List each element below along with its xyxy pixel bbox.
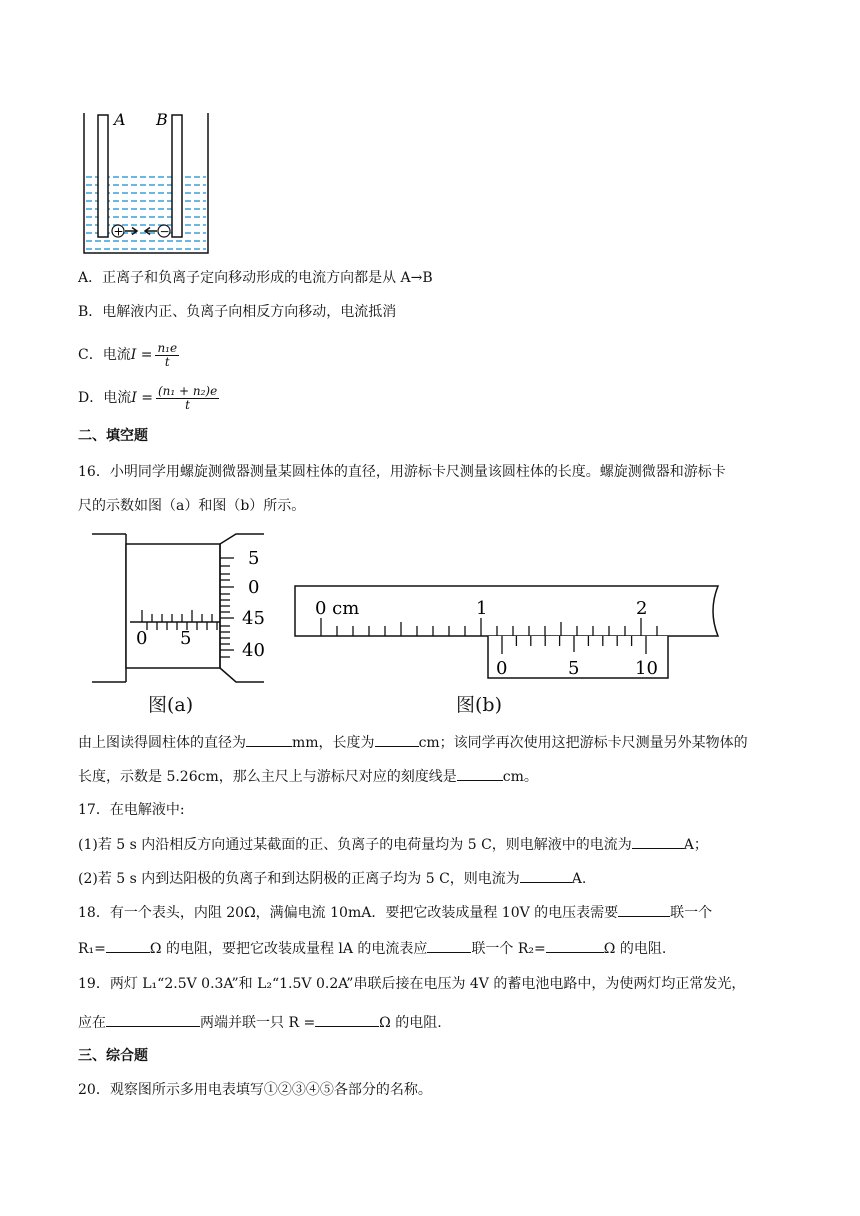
label-a: A xyxy=(114,110,126,129)
thimble-label-40: 40 xyxy=(242,640,265,661)
label-b: B xyxy=(156,110,168,129)
q18-line1: 18．有一个表头，内阻 20Ω，满偏电流 10mA．要把它改装成量程 10V 的电压表需要 联一个 xyxy=(78,902,712,923)
blank-q18-r2[interactable] xyxy=(546,938,604,953)
option-a: A．正离子和负离子定向移动形成的电流方向都是从 A→B xyxy=(78,270,433,286)
blank-q19-resistance[interactable] xyxy=(315,1012,379,1027)
vernier-label-10: 10 xyxy=(635,658,658,679)
option-b: B．电解液内正、负离子向相反方向移动，电流抵消 xyxy=(78,304,397,320)
q17-part2: (2)若 5 s 内到达阳极的负离子和到达阴极的正离子均为 5 C，则电流为 A. xyxy=(78,868,586,889)
q16-line2: 尺的示数如图（a）和图（b）所示。 xyxy=(78,498,306,514)
blank-q18-connection-1[interactable] xyxy=(618,902,670,917)
electrode-a xyxy=(98,115,108,237)
electrolysis-figure xyxy=(78,105,218,257)
blank-main-scale-line[interactable] xyxy=(457,766,503,781)
blank-diameter[interactable] xyxy=(246,732,292,747)
blank-length[interactable] xyxy=(375,732,419,747)
q18-line2: R₁= Ω 的电阻，要把它改装成量程 lA 的电流表应 联一个 R₂= Ω 的电阻. xyxy=(78,938,666,959)
sleeve-label-0: 0 xyxy=(136,628,148,649)
main-label-0: 0 cm xyxy=(315,598,360,619)
q17-title: 17．在电解液中: xyxy=(78,802,185,818)
blank-q18-r1[interactable] xyxy=(106,938,150,953)
q16-line1: 16．小明同学用螺旋测微器测量某圆柱体的直径，用游标卡尺测量该圆柱体的长度。螺旋测微器和游标卡 xyxy=(78,464,726,480)
main-label-1: 1 xyxy=(476,598,488,619)
q20-text: 20．观察图所示多用电表填写①②③④⑤各部分的名称。 xyxy=(78,1082,432,1098)
thimble-label-0: 0 xyxy=(248,577,260,598)
q17-part1: (1)若 5 s 内沿相反方向通过某截面的正、负离子的电荷量均为 5 C，则电解液中的电流为 A； xyxy=(78,834,708,855)
thimble-label-5: 5 xyxy=(248,548,260,569)
blank-q17-1[interactable] xyxy=(632,834,684,849)
thimble-ticks xyxy=(220,558,234,657)
sleeve-label-5: 5 xyxy=(180,628,192,649)
q19-line2: 应在 两端并联一只 R = Ω 的电阻. xyxy=(78,1012,442,1033)
q16-answer-line1: 由上图读得圆柱体的直径为 mm，长度为 cm；该同学再次使用这把游标卡尺测量另外某物体的 xyxy=(78,732,748,753)
blank-q17-2[interactable] xyxy=(520,868,572,883)
blank-q18-connection-2[interactable] xyxy=(427,938,471,953)
option-d: D．电流I = $\frac{\text{(n₁ + n₂)e}}{t}$ xyxy=(78,383,218,412)
blank-q19-position[interactable] xyxy=(106,1012,200,1027)
svg-text:−: − xyxy=(159,224,170,239)
q16-answer-line2: 长度，示数是 5.26cm，那么主尺上与游标尺对应的刻度线是 cm。 xyxy=(78,766,538,787)
caption-a: 图(a) xyxy=(148,694,194,716)
svg-text:+: + xyxy=(113,224,124,239)
micrometer-figure xyxy=(92,530,292,686)
caliper-figure xyxy=(292,580,732,684)
section-fill-in: 二、填空题 xyxy=(78,428,148,444)
vernier-label-0: 0 xyxy=(496,658,508,679)
electrode-b xyxy=(172,115,182,237)
section-comprehensive: 三、综合题 xyxy=(78,1048,148,1064)
main-label-2: 2 xyxy=(636,598,648,619)
thimble-label-45: 45 xyxy=(242,608,265,629)
vernier-label-5: 5 xyxy=(568,658,580,679)
option-c: C．电流I = $\frac{\text{n₁e}}{t}$ xyxy=(78,340,178,369)
q19-line1: 19．两灯 L₁“2.5V 0.3A”和 L₂“1.5V 0.2A”串联后接在电压为 4V 的蓄电池电路中，为使两灯均正常发光， xyxy=(78,976,746,992)
caption-b: 图(b) xyxy=(456,694,502,716)
